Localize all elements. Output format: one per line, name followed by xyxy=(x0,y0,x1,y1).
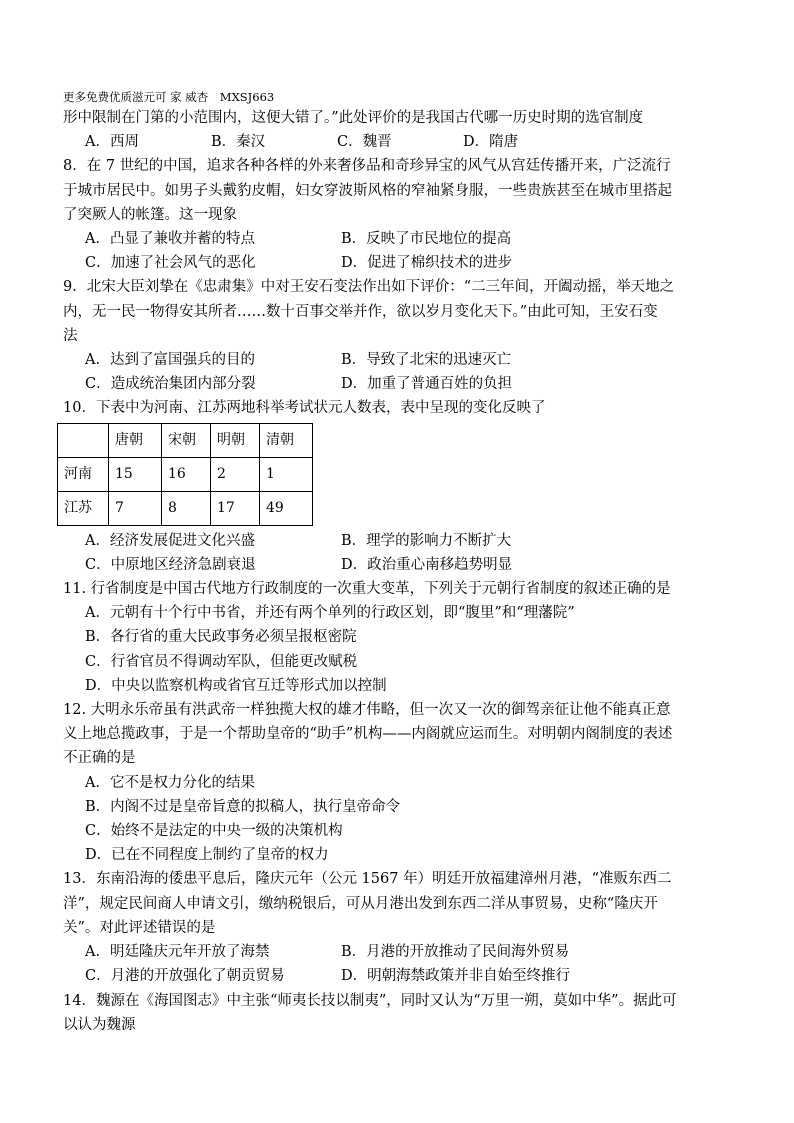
q13-options-row1 xyxy=(63,940,737,964)
q13-stem-line3: 关”。对此评述错误的是 xyxy=(63,919,216,936)
q12-option-b: B．内阁不过是皇帝旨意的拟稿人，执行皇帝命令 xyxy=(85,798,401,815)
q10-stem: 10．下表中为河南、江苏两地科举考试状元人数表，表中呈现的变化反映了 xyxy=(63,400,546,417)
q7-options xyxy=(63,130,737,154)
table-header-cell: 唐朝 xyxy=(109,423,162,457)
table-row xyxy=(58,491,313,525)
q10-options-row1 xyxy=(63,529,737,553)
q7-option-a: A．西周 xyxy=(85,134,139,151)
q9-stem-line2: 内，无一民一物得安其所者……数十百事交举并作，欲以岁月变化天下。”由此可知，王安石变 xyxy=(63,303,658,320)
q13-stem-line2: 洋”，规定民间商人申请文引，缴纳税银后，可从月港出发到东西二洋从事贸易，史称“隆庆开 xyxy=(63,895,658,912)
q14-stem-line2: 以认为魏源 xyxy=(63,1016,136,1033)
q10-option-c: C．中原地区经济急剧衰退 xyxy=(85,556,256,573)
table-cell: 49 xyxy=(260,491,313,525)
q11-option-a: A．元朝有十个行中书省，并还有两个单列的行政区划，即“腹里”和“理藩院” xyxy=(85,605,575,622)
q12-stem-line1: 12. 大明永乐帝虽有洪武帝一样独揽大权的雄才伟略，但一次又一次的御驾亲征让他不能真正意 xyxy=(63,702,671,719)
table-cell: 2 xyxy=(211,457,260,491)
q9-option-d: D．加重了普通百姓的负担 xyxy=(341,376,513,393)
q12-option-d: D．已在不同程度上制约了皇帝的权力 xyxy=(85,847,329,864)
q8-option-a: A．凸显了兼收并蓄的特点 xyxy=(85,231,255,248)
table-cell: 8 xyxy=(162,491,211,525)
q12-option-c: C．始终不是法定的中央一级的决策机构 xyxy=(85,823,343,840)
q9-stem-line3: 法 xyxy=(63,327,78,344)
q10-option-b: B．理学的影响力不断扩大 xyxy=(341,532,512,549)
q8-stem-line1: 8．在 7 世纪的中国，追求各种各样的外来奢侈品和奇珍异宝的风气从宫廷传播开来，广泛流行 xyxy=(63,158,671,175)
q12-option-a: A．它不是权力分化的结果 xyxy=(85,774,255,791)
q10-options-row2 xyxy=(63,553,737,577)
q9-options-row1 xyxy=(63,348,737,372)
q8-stem-line2: 于城市居民中。如男子头戴豹皮帽，妇女穿波斯风格的窄袖紧身服，一些贵族甚至在城市里搭起 xyxy=(63,182,672,199)
q12-stem-line3: 不正确的是 xyxy=(63,750,136,767)
table-cell: 江苏 xyxy=(58,491,109,525)
q9-option-a: A．达到了富国强兵的目的 xyxy=(85,352,255,369)
q8-option-d: D．促进了棉织技术的进步 xyxy=(341,255,513,272)
q8-stem-line3: 了突厥人的帐篷。这一现象 xyxy=(63,206,237,223)
q7-option-c: C．魏晋 xyxy=(337,134,392,151)
q11-option-b: B．各行省的重大民政事务必须呈报枢密院 xyxy=(85,629,357,646)
q13-options-row2 xyxy=(63,964,737,988)
table-header-cell: 明朝 xyxy=(211,423,260,457)
q10-option-d: D．政治重心南移趋势明显 xyxy=(341,556,513,573)
q13-option-d: D．明朝海禁政策并非自始至终推行 xyxy=(341,968,571,985)
table-cell: 16 xyxy=(162,457,211,491)
q11-stem: 11. 行省制度是中国古代地方行政制度的一次重大变革，下列关于元朝行省制度的叙述正确的是 xyxy=(63,581,671,598)
q11-option-d: D．中央以监察机构或省官互迁等形式加以控制 xyxy=(85,677,387,694)
q13-option-b: B．月港的开放推动了民间海外贸易 xyxy=(341,944,570,961)
q9-option-c: C．造成统治集团内部分裂 xyxy=(85,376,256,393)
table-header-row xyxy=(58,423,313,457)
q8-option-b: B．反映了市民地位的提高 xyxy=(341,231,512,248)
table-cell: 河南 xyxy=(58,457,109,491)
q7-option-b: B．秦汉 xyxy=(211,134,266,151)
zhuangyuan-table xyxy=(57,423,313,526)
table-cell: 1 xyxy=(260,457,313,491)
table-header-cell: 清朝 xyxy=(260,423,313,457)
table-cell: 15 xyxy=(109,457,162,491)
q9-stem-line1: 9．北宋大臣刘挚在《忠肃集》中对王安石变法作出如下评价：“二三年间，开阖动摇，举天地之 xyxy=(63,279,675,296)
q9-options-row2 xyxy=(63,372,737,396)
q8-options-row2 xyxy=(63,251,737,275)
q12-stem-line2: 义上地总揽政事，于是一个帮助皇帝的“助手”机构——内阁就应运而生。对明朝内阁制度的表述 xyxy=(63,726,673,743)
q7-stem: 形中限制在门第的小范围内，这便大错了。”此处评价的是我国古代哪一历史时期的选官制度 xyxy=(63,110,644,126)
exam-page xyxy=(63,88,737,1037)
table-row xyxy=(58,457,313,491)
q10-option-a: A．经济发展促进文化兴盛 xyxy=(85,532,255,549)
table-cell: 17 xyxy=(211,491,260,525)
q13-option-a: A．明廷隆庆元年开放了海禁 xyxy=(85,944,270,961)
q8-options-row1 xyxy=(63,227,737,251)
q9-option-b: B．导致了北宋的迅速灭亡 xyxy=(341,352,512,369)
q13-option-c: C．月港的开放强化了朝贡贸易 xyxy=(85,968,285,985)
table-header-cell: 宋朝 xyxy=(162,423,211,457)
q13-stem-line1: 13．东南沿海的倭患平息后，隆庆元年（公元 1567 年）明廷开放福建漳州月港，“准贩东西二 xyxy=(63,871,672,888)
q14-stem-line1: 14．魏源在《海国图志》中主张“师夷长技以制夷”，同时又认为“万里一朔，莫如中华”。据此可 xyxy=(63,992,677,1009)
q7-option-d: D．隋唐 xyxy=(463,134,519,151)
page-header: 更多免费优质滋元可 家 威杏 MXSJ663 xyxy=(63,90,275,104)
q11-option-c: C．行省官员不得调动军队，但能更改赋税 xyxy=(85,653,358,670)
table-cell: 7 xyxy=(109,491,162,525)
q8-option-c: C．加速了社会风气的恶化 xyxy=(85,255,256,272)
table-header-cell xyxy=(58,423,109,457)
